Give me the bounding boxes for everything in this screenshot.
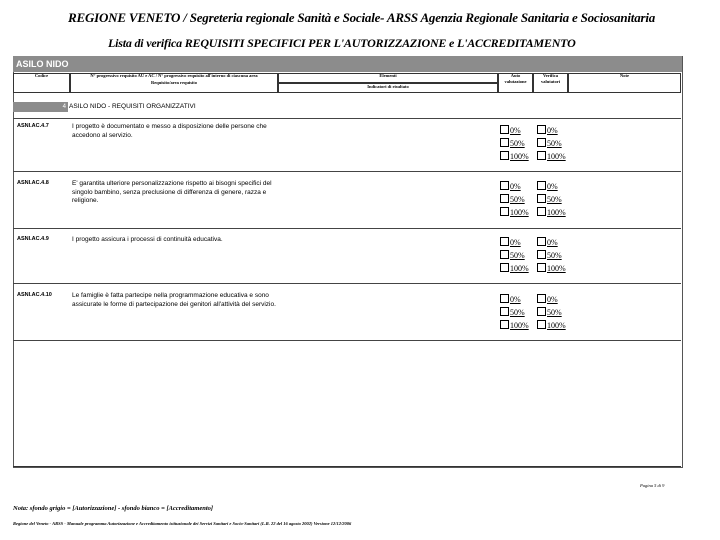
- requirement-code: ASNI.AC.4.8: [17, 180, 49, 186]
- column-header-codice: Codice: [34, 73, 49, 78]
- section-title: ASILO NIDO: [16, 59, 69, 69]
- subsection-title: ASILO NIDO - REQUISITI ORGANIZZATIVI: [69, 103, 196, 110]
- requirement-code: ASNI.AC.4.10: [17, 292, 52, 298]
- auto-option-100[interactable]: 100%: [500, 263, 529, 274]
- row-divider: [13, 228, 681, 229]
- auto-option-0[interactable]: 0%: [500, 125, 521, 136]
- footer-text: Regione del Veneto - ARSS - Manuale programma Autorizzazione e Accreditamento istituzionale dei Servizi Sanitari e Socio-Sanitari (L.R. 22 del 16 agosto 2002) Versione 12/12/2006: [13, 521, 352, 526]
- subsection-number: 4: [13, 102, 68, 112]
- verifica-option-100[interactable]: 100%: [537, 320, 566, 331]
- requirement-code: ASNI.AC.4.9: [17, 236, 49, 242]
- verifica-option-0[interactable]: 0%: [537, 237, 558, 248]
- verifica-option-50[interactable]: 50%: [537, 250, 562, 261]
- checkbox[interactable]: [537, 263, 546, 272]
- column-header-requisito: N° progressivo requisito AU e AC / N° progressivo requisito all'interno di ciascuna area: [90, 73, 258, 78]
- checkbox[interactable]: [537, 194, 546, 203]
- checkbox[interactable]: [537, 181, 546, 190]
- checkbox[interactable]: [500, 320, 509, 329]
- verifica-option-0[interactable]: 0%: [537, 294, 558, 305]
- auto-option-100[interactable]: 100%: [500, 207, 529, 218]
- checkbox[interactable]: [500, 263, 509, 272]
- checkbox[interactable]: [537, 151, 546, 160]
- verifica-option-0[interactable]: 0%: [537, 181, 558, 192]
- verifica-option-0[interactable]: 0%: [537, 125, 558, 136]
- auto-option-50[interactable]: 50%: [500, 138, 525, 149]
- checkbox[interactable]: [537, 125, 546, 134]
- checkbox[interactable]: [500, 125, 509, 134]
- verifica-option-50[interactable]: 50%: [537, 307, 562, 318]
- checkbox[interactable]: [537, 294, 546, 303]
- checkbox[interactable]: [500, 181, 509, 190]
- checkbox[interactable]: [500, 237, 509, 246]
- verifica-option-50[interactable]: 50%: [537, 138, 562, 149]
- checkbox[interactable]: [500, 151, 509, 160]
- column-header-indicatori: Indicatori di risultato: [367, 84, 409, 89]
- auto-option-50[interactable]: 50%: [500, 250, 525, 261]
- checkbox[interactable]: [537, 207, 546, 216]
- checkbox[interactable]: [500, 207, 509, 216]
- row-divider: [13, 340, 681, 341]
- column-header-elementi: Elementi: [379, 73, 397, 78]
- requirement-text: E' garantita ulteriore personalizzazione rispetto ai bisogni specifici del singolo bambino, senza preclusione di differenza di genere, razza e religione.: [72, 180, 272, 204]
- verifica-option-50[interactable]: 50%: [537, 194, 562, 205]
- checkbox[interactable]: [500, 307, 509, 316]
- page-number: Pagina 5 di 9: [640, 483, 665, 488]
- checkbox[interactable]: [500, 294, 509, 303]
- checkbox[interactable]: [537, 138, 546, 147]
- checkbox[interactable]: [500, 138, 509, 147]
- auto-option-0[interactable]: 0%: [500, 181, 521, 192]
- column-header-auto: Auto valutazione: [504, 73, 527, 84]
- checkbox[interactable]: [537, 307, 546, 316]
- row-divider: [13, 283, 681, 284]
- auto-option-50[interactable]: 50%: [500, 194, 525, 205]
- auto-option-50[interactable]: 50%: [500, 307, 525, 318]
- header-title: REGIONE VENETO / Segreteria regionale Sanità e Sociale- ARSS Agenzia Regionale Sanitaria e Sociosanitaria: [68, 10, 656, 25]
- checkbox[interactable]: [537, 237, 546, 246]
- table-bottom-line: [13, 466, 681, 467]
- verifica-option-100[interactable]: 100%: [537, 263, 566, 274]
- column-header-note: Note: [620, 73, 629, 78]
- requirement-text: I progetto assicura i processi di continuità educativa.: [72, 236, 223, 243]
- checkbox[interactable]: [537, 250, 546, 259]
- auto-option-0[interactable]: 0%: [500, 294, 521, 305]
- column-header-verifica: Verifica valutatori: [541, 73, 560, 84]
- requirement-code: ASNI.AC.4.7: [17, 123, 49, 129]
- verifica-option-100[interactable]: 100%: [537, 207, 566, 218]
- row-divider: [13, 171, 681, 172]
- checkbox[interactable]: [500, 250, 509, 259]
- column-header-requisito-sub: Requisito/area requisito: [151, 80, 197, 85]
- section-bar: [13, 56, 682, 72]
- checkbox[interactable]: [537, 320, 546, 329]
- auto-option-100[interactable]: 100%: [500, 320, 529, 331]
- row-divider: [13, 118, 681, 119]
- requirement-text: Le famiglie è fatta partecipe nella programmazione educativa e sono assicurate le forme di partecipazione dei genitori all'attività del servizio.: [72, 292, 276, 308]
- header-subtitle: Lista di verifica REQUISITI SPECIFICI PER L'AUTORIZZAZIONE e L'ACCREDITAMENTO: [108, 36, 576, 50]
- legend-note: Nota: sfondo grigio = [Autorizzazione] - sfondo bianco = [Accreditamento]: [13, 505, 214, 512]
- checkbox[interactable]: [500, 194, 509, 203]
- requirement-text: I progetto è documentato e messo a disposizione delle persone che accedono al servizio.: [72, 123, 267, 139]
- auto-option-100[interactable]: 100%: [500, 151, 529, 162]
- verifica-option-100[interactable]: 100%: [537, 151, 566, 162]
- auto-option-0[interactable]: 0%: [500, 237, 521, 248]
